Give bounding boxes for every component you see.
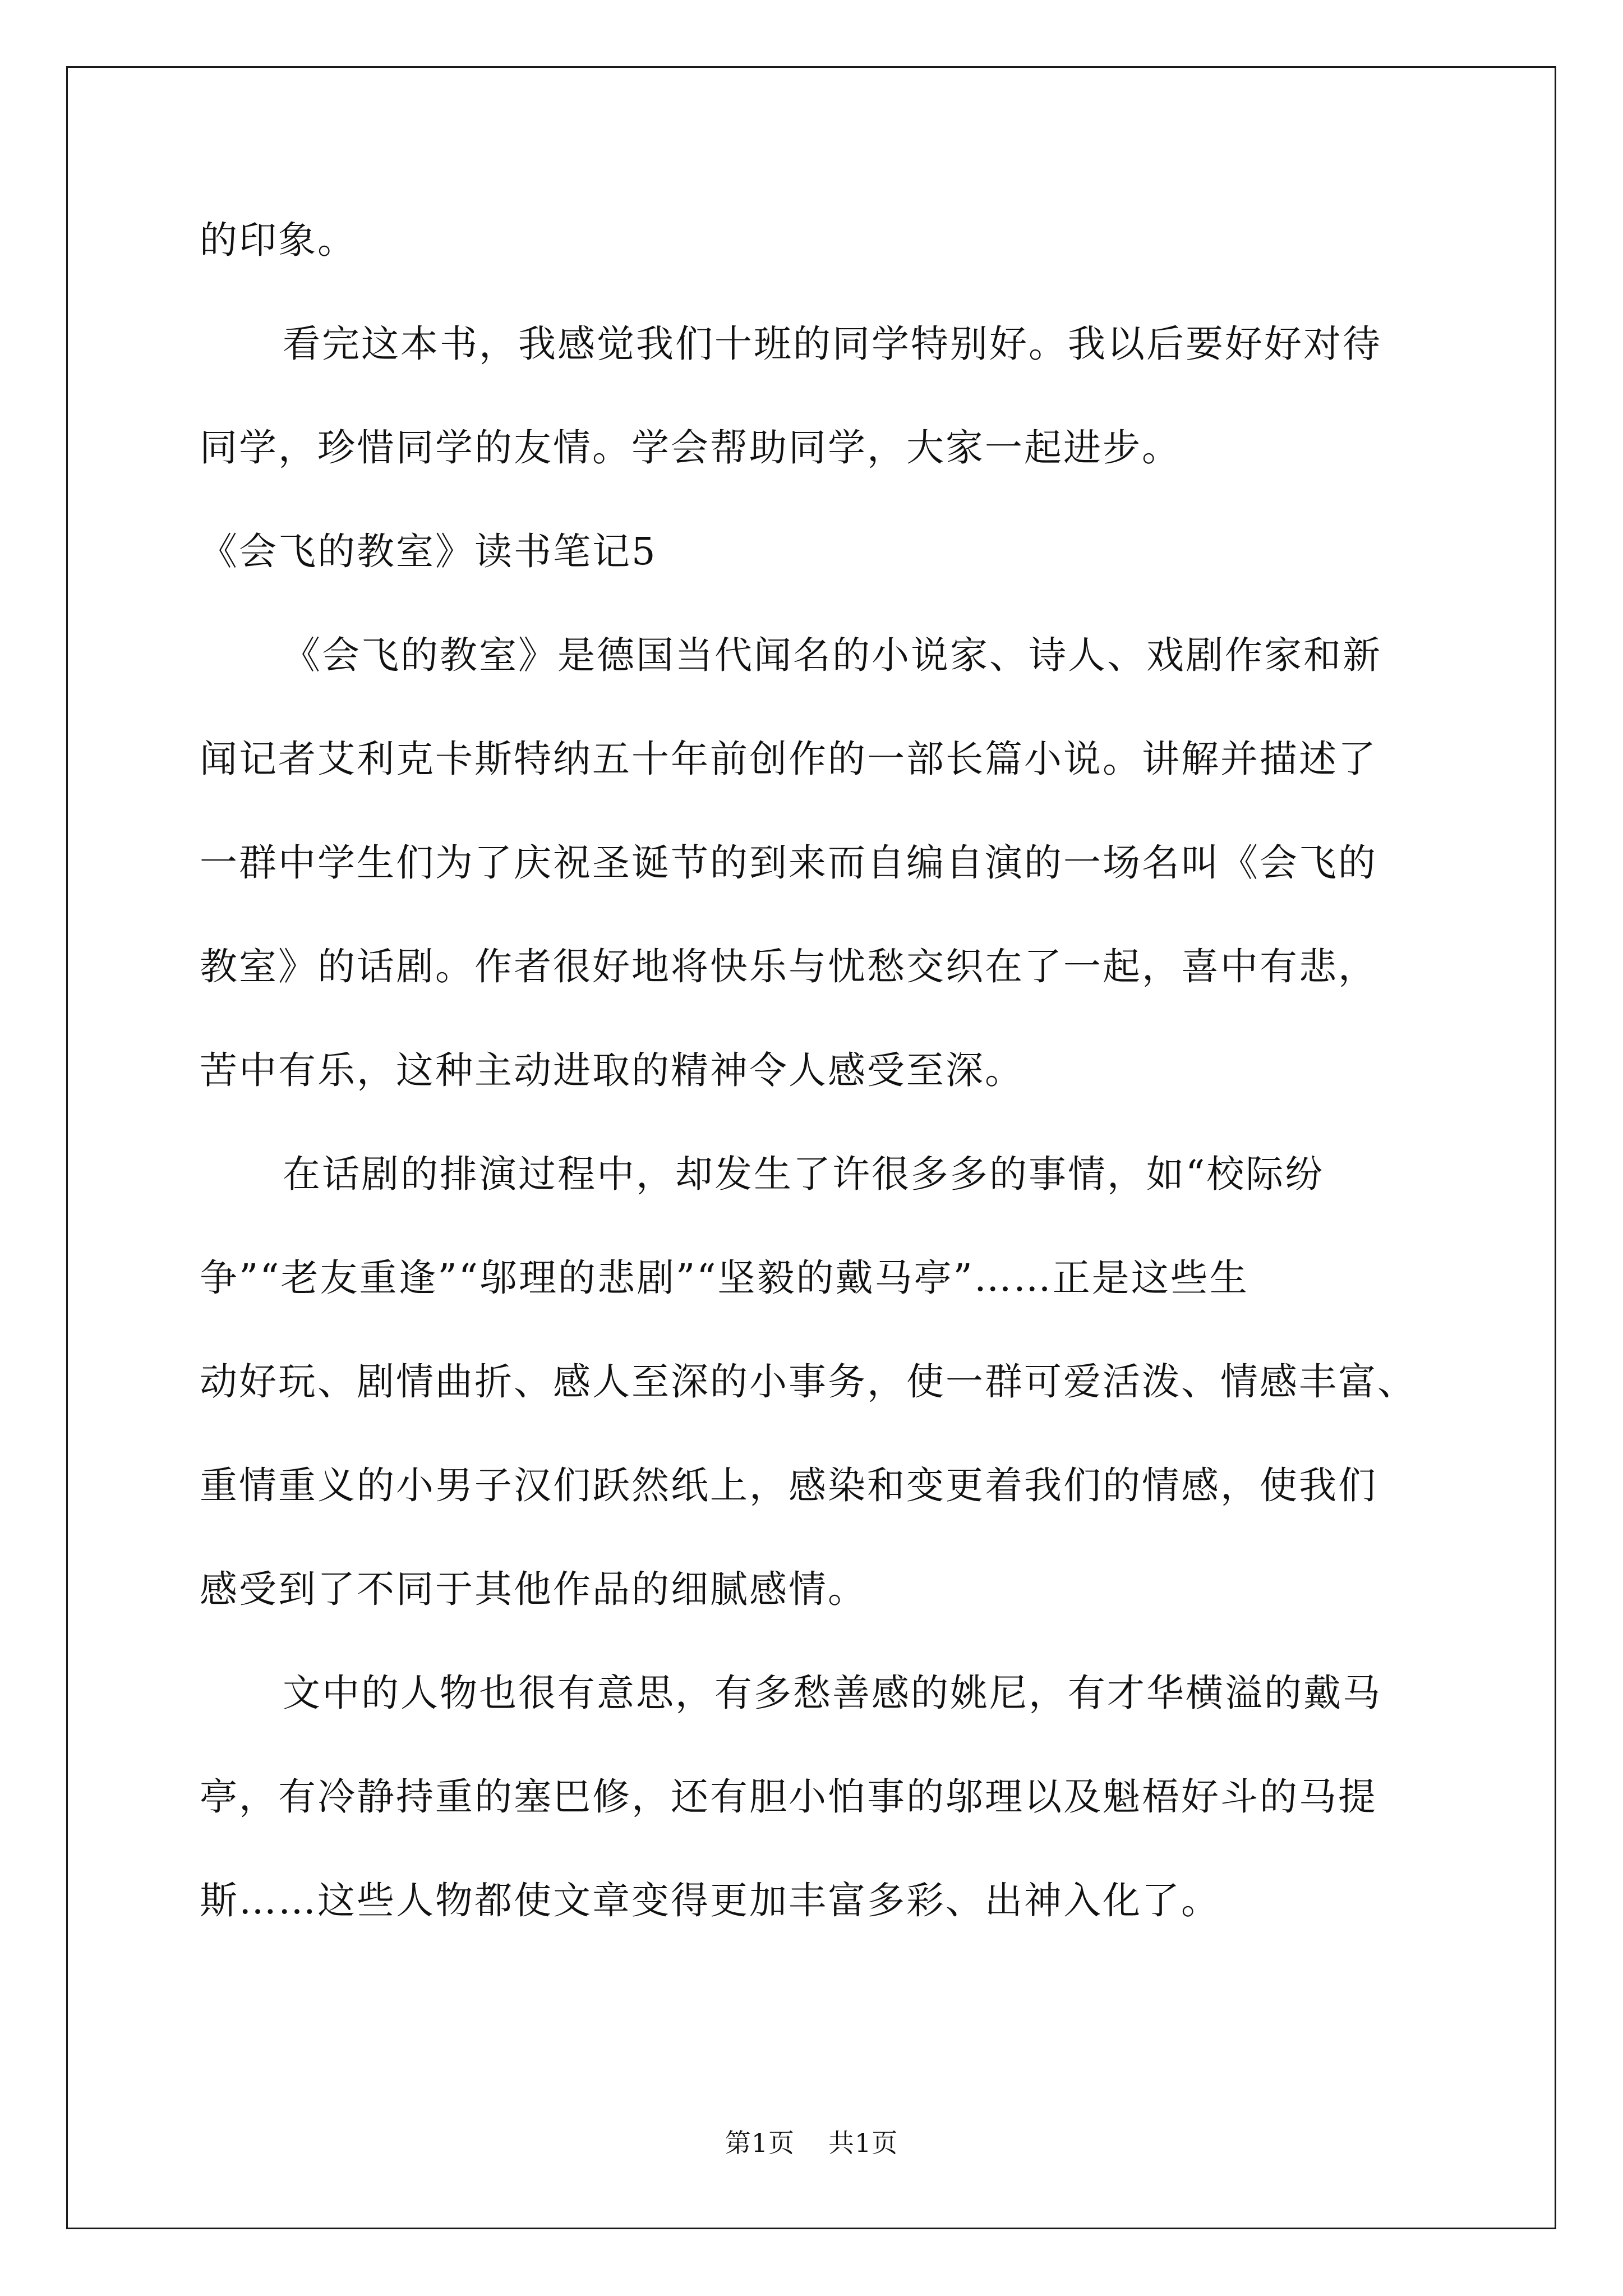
text-line: 一群中学生们为了庆祝圣诞节的到来而自编自演的一场名叫《会飞的 xyxy=(200,841,1377,885)
paragraph-start-line: 《会飞的教室》是德国当代闻名的小说家、诗人、戏剧作家和新 xyxy=(283,633,1382,677)
text-line: 苦中有乐，这种主动进取的精神令人感受至深。 xyxy=(200,1048,1024,1092)
text-line: 闻记者艾利克卡斯特纳五十年前创作的一部长篇小说。讲解并描述了 xyxy=(200,737,1377,781)
text-line: 的印象。 xyxy=(200,218,357,262)
text-line: 争”“老友重逢”“邬理的悲剧”“坚毅的戴马亭”……正是这些生 xyxy=(200,1256,1249,1300)
page-number-current: 第1页 xyxy=(725,2128,795,2158)
text-line: 重情重义的小男子汉们跃然纸上，感染和变更着我们的情感，使我们 xyxy=(200,1464,1377,1507)
paragraph-start-line: 看完这本书，我感觉我们十班的同学特别好。我以后要好好对待 xyxy=(283,322,1382,366)
page-footer xyxy=(0,2126,1623,2160)
page-number-total: 共1页 xyxy=(828,2128,898,2158)
document-body xyxy=(200,213,1428,1927)
text-line: 感受到了不同于其他作品的细腻感情。 xyxy=(200,1567,867,1611)
text-line: 同学，珍惜同学的友情。学会帮助同学，大家一起进步。 xyxy=(200,426,1181,470)
paragraph-start-line: 在话剧的排演过程中，却发生了许很多多的事情，如“校际纷 xyxy=(283,1152,1325,1196)
text-line: 教室》的话剧。作者很好地将快乐与忧愁交织在了一起，喜中有悲， xyxy=(200,945,1377,988)
text-line: 动好玩、剧情曲折、感人至深的小事务，使一群可爱活泼、情感丰富、 xyxy=(200,1360,1417,1404)
text-line: 斯……这些人物都使文章变得更加丰富多彩、出神入化了。 xyxy=(200,1879,1220,1922)
text-line: 亭，有冷静持重的塞巴修，还有胆小怕事的邬理以及魁梧好斗的马提 xyxy=(200,1775,1377,1819)
paragraph-start-line: 文中的人物也很有意思，有多愁善感的姚尼，有才华横溢的戴马 xyxy=(283,1671,1382,1715)
section-title: 《会飞的教室》读书笔记5 xyxy=(200,530,657,573)
